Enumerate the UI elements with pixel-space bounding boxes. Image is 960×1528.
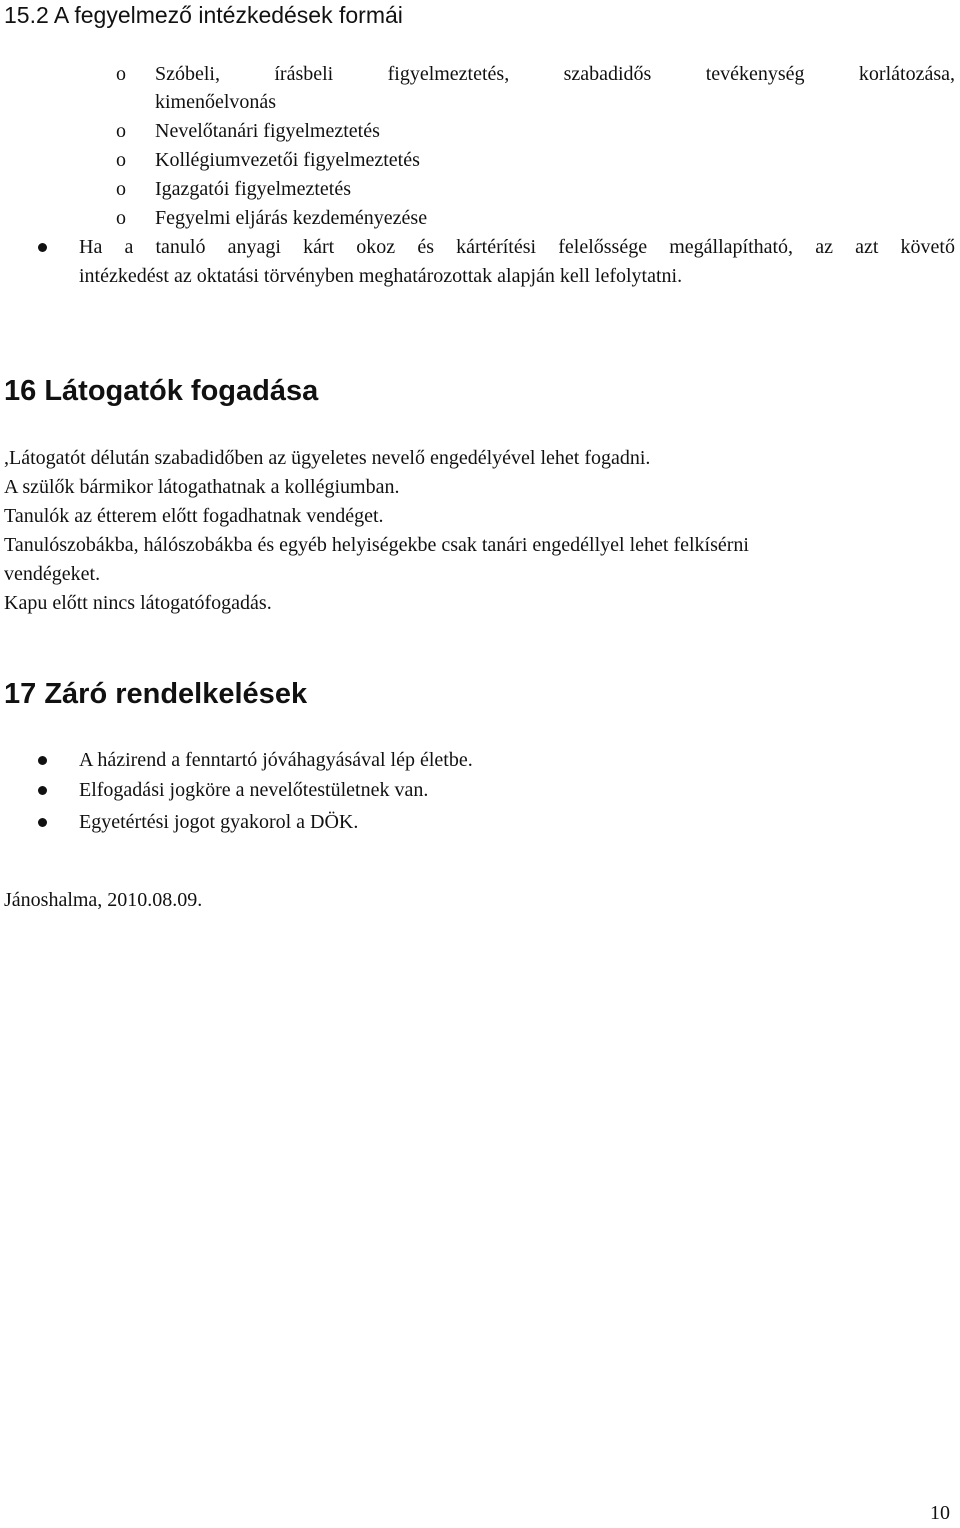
list-marker: o [116, 149, 126, 171]
bullet-text-continued: intézkedést az oktatási törvényben meghatározottak alapján kell lefolytatni. [79, 265, 683, 287]
paragraph-line: ,Látogatót délután szabadidőben az ügyeletes nevelő engedélyével lehet fogadni. [4, 447, 651, 469]
bullet-text: Ha a tanuló anyagi kárt okoz és kártérítési felelőssége megállapítható, az azt követő [79, 236, 955, 258]
bullet-dot [38, 818, 47, 827]
paragraph-line: vendégeket. [4, 563, 101, 585]
paragraph-line: Tanulók az étterem előtt fogadhatnak vendéget. [4, 505, 384, 527]
list-marker: o [116, 63, 126, 85]
subsection-title: 15.2 A fegyelmező intézkedések formái [4, 2, 403, 28]
list-item-text: Igazgatói figyelmeztetés [155, 178, 352, 200]
list-marker: o [116, 207, 126, 229]
list-item-text: A házirend a fenntartó jóváhagyásával lép életbe. [79, 749, 473, 771]
page-number: 10 [930, 1502, 950, 1524]
paragraph-line: Kapu előtt nincs látogatófogadás. [4, 592, 272, 614]
list-item-text: Fegyelmi eljárás kezdeményezése [155, 207, 428, 229]
list-item-text: Nevelőtanári figyelmeztetés [155, 120, 380, 142]
list-item-text: Egyetértési jogot gyakorol a DÖK. [79, 811, 359, 833]
bullet-dot [38, 786, 47, 795]
list-item-text-continued: kimenőelvonás [155, 91, 277, 113]
section-17-title: 17 Záró rendelkelések [4, 678, 308, 710]
paragraph-line: Tanulószobákba, hálószobákba és egyéb helyiségekbe csak tanári engedéllyel lehet felkísérni [4, 534, 749, 556]
list-item-text: Kollégiumvezetői figyelmeztetés [155, 149, 420, 171]
signature-place-date: Jánoshalma, 2010.08.09. [4, 889, 203, 911]
bullet-dot [38, 756, 47, 765]
section-16-title: 16 Látogatók fogadása [4, 375, 319, 407]
list-item-text: Szóbeli, írásbeli figyelmeztetés, szabadidős tevékenység korlátozása, [155, 63, 955, 85]
bullet-dot [38, 243, 47, 252]
list-marker: o [116, 178, 126, 200]
paragraph-line: A szülők bármikor látogathatnak a kollégiumban. [4, 476, 400, 498]
list-item-text: Elfogadási jogköre a nevelőtestületnek van. [79, 779, 429, 801]
list-marker: o [116, 120, 126, 142]
